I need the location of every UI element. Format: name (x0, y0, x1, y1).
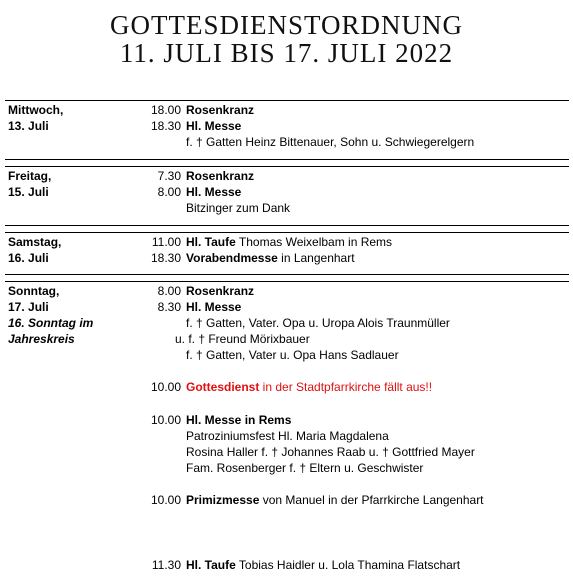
entry-note: Patroziniumsfest Hl. Maria Magdalena (186, 429, 389, 443)
entry-event: Primizmesse (186, 493, 260, 507)
entry-event: Rosenkranz (186, 284, 255, 298)
day-date: 17. Juli (8, 300, 49, 314)
day-weekday: Freitag, (8, 169, 52, 183)
entry (186, 557, 460, 573)
entry-rest: in Langenhart (277, 251, 355, 265)
entry-event: Hl. Messe (186, 119, 242, 133)
divider (5, 225, 569, 226)
divider (5, 100, 569, 101)
entry (186, 234, 392, 250)
entry-rest: von Manuel in der Pfarrkirche Langenhart (259, 493, 484, 507)
day-occasion: 16. Sonntag im (8, 316, 94, 330)
entry (186, 299, 241, 315)
entry-note: f. † Gatten, Vater. Opa u. Uropa Alois Traunmüller (186, 316, 450, 330)
entry-time: 8.30 (157, 300, 181, 314)
entry-time: 18.30 (150, 251, 181, 265)
entry-event: Rosenkranz (186, 103, 255, 117)
entry-time: 10.00 (150, 493, 181, 507)
entry-rest: in der Stadtpfarrkirche fällt aus!! (259, 380, 433, 394)
entry-note: Bitzinger zum Dank (186, 201, 291, 215)
page-subtitle: 11. JULI BIS 17. JULI 2022 (119, 38, 454, 68)
divider (5, 274, 569, 275)
day-date: 16. Juli (8, 251, 49, 265)
entry-time: 10.00 (150, 413, 181, 427)
entry-time: 8.00 (157, 284, 181, 298)
entry-event: Gottesdienst (186, 380, 260, 394)
entry (186, 250, 355, 266)
entry-time: 11.00 (151, 235, 181, 249)
day-date: 15. Juli (8, 185, 49, 199)
entry (186, 184, 241, 200)
entry-note: f. † Gatten, Vater u. Opa Hans Sadlauer (186, 348, 399, 362)
entry (186, 168, 254, 184)
entry-note: u. f. † Freund Mörixbauer (175, 332, 310, 346)
entry-event: Hl. Taufe (186, 235, 236, 249)
entry-time: 7.30 (157, 169, 181, 183)
entry-time: 8.00 (157, 185, 181, 199)
divider (5, 166, 569, 167)
entry-rest: Thomas Weixelbam in Rems (235, 235, 393, 249)
entry (186, 412, 291, 428)
entry-event: Vorabendmesse (186, 251, 278, 265)
entry-time: 10.00 (150, 380, 181, 394)
entry-event: Hl. Messe in Rems (186, 413, 292, 427)
day-date: 13. Juli (8, 119, 49, 133)
entry (186, 102, 254, 118)
entry (186, 492, 484, 508)
page-title: GOTTESDIENSTORDNUNG (110, 10, 463, 40)
divider (5, 159, 569, 160)
entry-note: Fam. Rosenberger f. † Eltern u. Geschwister (186, 461, 424, 475)
entry-event: Hl. Messe (186, 185, 242, 199)
entry-time: 18.30 (150, 119, 181, 133)
entry-time: 18.00 (150, 103, 181, 117)
cancellation-notice (186, 379, 432, 395)
entry-note: f. † Gatten Heinz Bittenauer, Sohn u. Schwiegerelgern (186, 135, 475, 149)
entry-time: 11.30 (151, 558, 181, 572)
entry-note: Rosina Haller f. † Johannes Raab u. † Gottfried Mayer (186, 445, 475, 459)
day-weekday: Sonntag, (8, 284, 60, 298)
divider (5, 232, 569, 233)
entry-rest: Tobias Haidler u. Lola Thamina Flatschart (235, 558, 461, 572)
entry-event: Hl. Taufe (186, 558, 236, 572)
divider (5, 281, 569, 282)
entry-event: Rosenkranz (186, 169, 255, 183)
day-weekday: Samstag, (8, 235, 62, 249)
entry-event: Hl. Messe (186, 300, 242, 314)
day-weekday: Mittwoch, (8, 103, 64, 117)
entry (186, 283, 254, 299)
day-occasion: Jahreskreis (8, 332, 75, 346)
entry (186, 118, 241, 134)
